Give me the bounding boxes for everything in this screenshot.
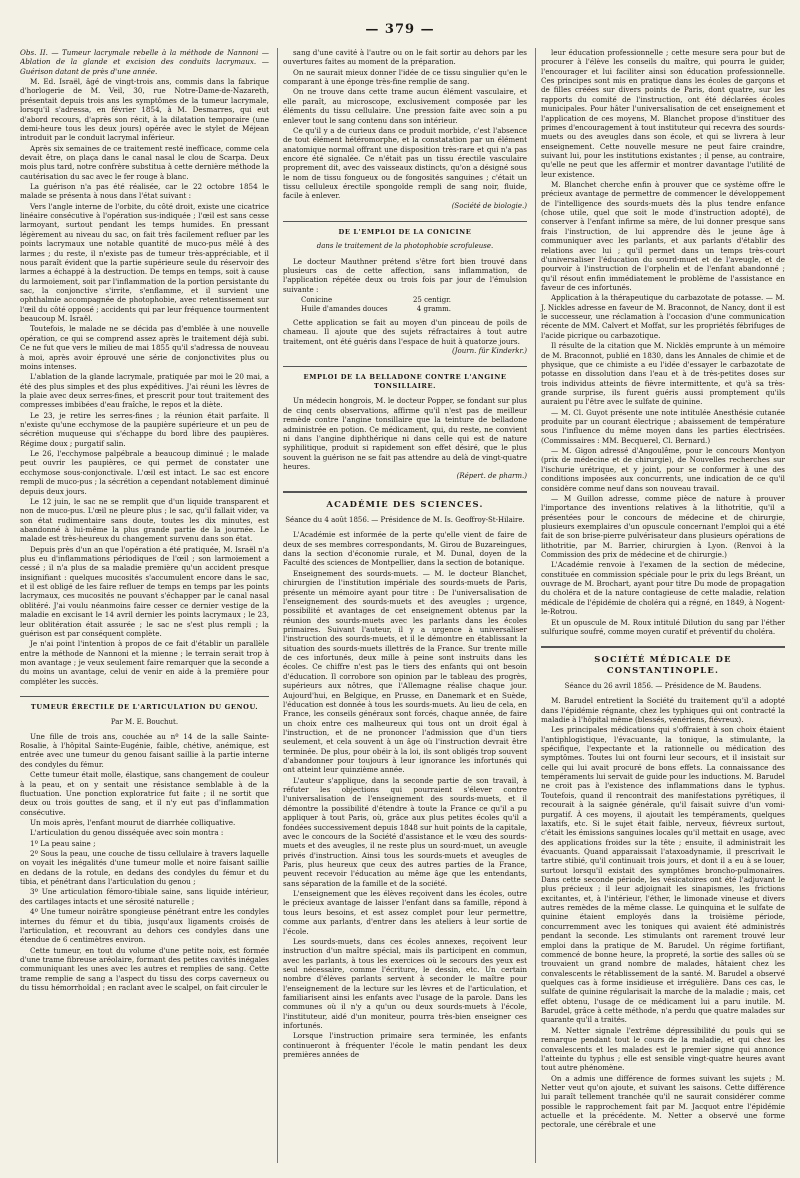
paragraph: La guérison n'a pas été réalisée, car le 22 octobre 1854 le malade se présenta à nous dans l'état suivant : bbox=[20, 182, 269, 201]
paragraph: L'Académie renvoie à l'examen de la section de médecine, constituée en commission spéciale pour le prix du legs Bréant, un ouvrage de M. Brochart, ayant pour titre Du mode de propagation du choléra et de la nature contagieuse de cette maladie, relation médicale de l'épidémie de choléra qui a régné, en 1849, à Nogent-le-Rotrou. bbox=[540, 560, 785, 617]
paragraph: sang d'une cavité à l'autre ou on le fait sortir au dehors par les ouvertures faites au moment de la préparation. bbox=[282, 48, 527, 67]
page-number: — 379 — bbox=[365, 22, 435, 37]
paragraph: Enseignement des sourds-muets. — M. le docteur Blanchet, chirurgien de l'institution impériale des sourds-muets de Paris, présente un mémoire ayant pour titre : De l'universalisation de l'enseignement des sourds-muets et des aveugles ; urgence, possibilité et avantages de cet enseignement obtenus par la réunion des sourds-muets avec les parlants dans les écoles primaires. Suivant l'auteur, il y a urgence à universaliser l'instruction des sourds-muets, et il le démontre en établissant la situation des sourds-muets illettrés de la France. Sur trente mille de ces infortunés, deux mille à peine sont instruits dans les écoles. Ce chiffre n'est pas le tiers des enfants qui ont besoin d'éducation. Il corrobore son opinion par le tableau des progrès, supérieurs aux nôtres, que l'Allemagne réalise chaque jour. Aujourd'hui, en Belgique, en Prusse, en Danemark et en Suède, l'éducation est donnée à tous les sourds-muets. Au lieu de cela, en France, les conseils généraux sont forcés, chaque année, de faire un choix entre ces malheureux qui tous ont un droit égal à l'instruction, et de ne prononcer l'admission que d'un tiers seulement, et cela souvent à un âge où l'instruction devrait être terminée. De plus, pour obéir à la loi, ils sont obligés trop souvent d'abandonner pour toujours à leur ignorance les infortunés qui ont atteint leur quinzième année. bbox=[282, 568, 527, 775]
columns bbox=[20, 48, 785, 1163]
paragraph: M. Blanchet cherche enfin à prouver que ce système offre le précieux avantage de permettre de commencer le développement de l'intelligence des sourds-muets dès la plus tendre enfance (chose utile, quel que soit le mode d'instruction adopté), de conserver à l'enfant infirme sa mère, de lui donner presque sans frais l'instruction, de lui apprendre dès le jeune âge à communiquer avec les parlants, et aux parlants d'établir des relations avec lui ; qu'il permet dans un temps très-court d'universaliser l'éducation du sourd-muet et de l'aveugle, et de pourvoir à l'instruction de l'orphelin et de l'enfant abandonné ; qu'il résout enfin immédiatement le problème de l'assistance en faveur de ces infortunés. bbox=[540, 180, 785, 292]
recipe-line: Huile d'amandes douces 4 gramm. bbox=[300, 305, 451, 314]
paragraph: Le 26, l'ecchymose palpébrale a beaucoup diminué ; le malade peut ouvrir les paupières, ce qui permet de constater une ecchymose sous-conjonctivale. L'œil est intact. Le sac est encore rempli de muco-pus ; la sécrétion a cependant notablement diminué depuis deux jours. bbox=[20, 449, 269, 496]
article-subtitle: dans le traitement de la photophobie scrofuleuse. bbox=[316, 242, 494, 251]
paragraph: On a admis une différence de formes suivant les sujets ; M. Netter veut qu'on ajoute, et suivant les saisons. Cette différence lui paraît tellement tranchée qu'il ne saurait considérer comme possible le rapprochement fait par M. Jacquot entre l'épidémie actuelle et la précédente. M. Netter a observé une forme pectorale, une cérébrale et une bbox=[540, 1073, 785, 1130]
article-title: EMPLOI DE LA BELLADONE CONTRE L'ANGINE TONSILLAIRE. bbox=[283, 366, 527, 390]
section-title: ACADÉMIE DES SCIENCES. bbox=[283, 491, 527, 510]
paragraph: M. Ed. Israël, âgé de vingt-trois ans, commis dans la fabrique d'horlogerie de M. Veil, 30, rue Notre-Dame-de-Nazareth, présentait depuis trois ans les symptômes de la tumeur lacrymale, lorsqu'il s'adressa, en février 1854, à M. Desmarres, qui eut d'abord recours, d'après son récit, à la dilatation temporaire (une demi-heure tous les deux jours) opérée avec le stylet de Méjean introduit par le conduit lacrymal inférieur. bbox=[20, 77, 269, 143]
paragraph: 1º La peau saine ; bbox=[30, 838, 96, 848]
article-author: Par M. E. Bouchut. bbox=[110, 717, 179, 726]
paragraph: Toutefois, le malade ne se décida pas d'emblée à une nouvelle opération, ce qui se comprend assez après le traitement déjà subi. Ce ne fut que vers le milieu de mai 1855 qu'il s'adressa de nouveau à moi, après avoir éprouvé une série de conjonctivites plus ou moins intenses. bbox=[20, 324, 269, 371]
paragraph: Le docteur Mauthner prétend s'être fort bien trouvé dans plusieurs cas de cette affection, sans inflammation, de l'application répétée deux ou trois fois par jour de l'émulsion suivante : bbox=[282, 256, 527, 294]
paragraph: 3º Une articulation fémoro-tibiale saine, sans liquide intérieur, des cartilages intacts et une sérosité naturelle ; bbox=[20, 887, 269, 906]
paragraph: — M Guillon adresse, comme pièce de nature à prouver l'importance des inventions relatives à la lithotritie, qu'il a présentées pour le concours de médecine et de chirurgie, plusieurs exemplaires d'un opuscule concernant l'emploi qui a été fait de son brise-pierre pulvérisateur dans plusieurs opérations de lithotritie, par M. Barrier, chirurgien à Lyon. (Renvoi à la Commission des prix de médecine et de chirurgie.) bbox=[540, 493, 785, 560]
paragraph: Cette tumeur était molle, élastique, sans changement de couleur à la peau, et on y sentait une résistance semblable à de la fluctuation. Une ponction exploratrice fut faite ; il ne sortit que deux ou trois gouttes de sang, et il n'y eut pas d'inflammation consécutive. bbox=[20, 770, 269, 817]
paragraph: M. Netter signale l'extrême dépressibilité du pouls qui se remarque pendant tout le cours de la maladie, et qui chez les convalescents et les malades est le premier signe qui annonce l'atteinte du typhus ; elle est sensible vingt-quatre heures avant tout autre phénomène. bbox=[540, 1025, 785, 1073]
paragraph: Application à la thérapeutique du carbazotate de potasse. — M. J. Nickles adresse en faveur de M. Braconnot, de Nancy, dont il est le successeur, une réclamation à l'occasion d'une communication récente de MM. Calvert et Moffat, sur les propriétés fébrifuges de l'acide picrique ou carbazotique. bbox=[540, 293, 785, 340]
paragraph: Les principales médications qui s'offraient à son choix étaient l'antiphlogistique, l'évacuante, la tonique, la stimulante, la spécifique, l'expectante et la rationnelle ou médication des symptômes. Toutes lui ont fourni leur secours, et il insistait sur celle qui lui avait procuré de bons effets. La connaissance des tempéraments lui servait de guide pour les inductions. M. Barudel ne croit pas à l'existence des inflammations dans le typhus. Toutefois, quand il rencontrait des manifestations pyrétiques, il recourait à la saignée générale, qu'il faisait suivre d'un vomi-purgatif. À ces moyens, il ajoutait les tempéraments, quelques laxatifs, etc. Si le sujet était faible, nerveux, fiévreux surtout, c'était les émissions sanguines locales qu'il mettait en usage, avec des applications froides sur la tête ; ensuite, il administrait les évacuants. Quand apparaissait l'ataxoadynamie, il prescrivait le tartre stibié, qu'il continuait trois jours, et dont il a eu à se louer, surtout lorsqu'il existait des symptômes broncho-pulmonaires. Dans cette seconde période, les vésicatoires ont été l'adjuvant le plus précieux ; il leur adjoignait les sinapismes, les frictions excitantes, et, à l'intérieur, l'éther, le limonade vineuse et divers autres remèdes de la même classe. Le quinquina et le sulfate de quinine étaient employés dans la troisième période, concurremment avec les toniques qui avaient été administrés pendant la seconde. Les stimulants ont rarement trouvé leur emploi dans la pratique de M. Barudel. Un régime fortifiant, commencé de bonne heure, la propreté, la sortie des salles où se trouvaient un grand nombre de malades, hâtaient chez les convalescents le rétablissement de la santé. M. Barudel a observé quelques cas à forme insidieuse et irrégulière. Dans ces cas, le sulfate de quinine régularisait la marche de la maladie ; mais, cet effet obtenu, l'usage de ce médicament lui a paru inutile. M. Barudel, grâce à cette méthode, n'a perdu que quatre malades sur quarante qu'il a traités. bbox=[540, 725, 785, 1025]
column-1 bbox=[20, 48, 269, 1163]
paragraph: leur éducation professionnelle ; cette mesure sera pour but de procurer à l'élève les conseils du maître, qui pourra le guider, l'encourager et lui faciliter ainsi son éducation professionnelle. Ces principes sont mis en pratique dans les écoles de garçons et de filles créées sur divers points de Paris, dont quatre, sur les rapports du comité de l'instruction, ont été déclarées écoles municipales. Pour hâter l'universalisation de cet enseignement et l'application de ces moyens, M. Blanchet propose d'instituer des primes d'encouragement à tout instituteur qui recevra des sourds-muets ou des aveugles dans son école, et qui se livrera à leur enseignement. Cette nouvelle mesure ne peut faire craindre, suivant lui, pour les institutions existantes ; il pense, au contraire, qu'elle ne peut que les affermir et montrer davantage l'utilité de leur existence. bbox=[540, 48, 785, 179]
paragraph: Le 12 juin, le sac ne se remplit que d'un liquide transparent et non de muco-pus. L'œil ne pleure plus ; le sac, qu'il fallait vider, va son état rudimentaire sans doute, toutes les dix minutes, est abandonné à lui-même la plus grande partie de la journée. Le malade est très-heureux du changement survenu dans son état. bbox=[20, 496, 269, 544]
article-title: TUMEUR ÉRECTILE DE L'ARTICULATION DU GENOU. bbox=[20, 696, 269, 712]
paragraph: On ne saurait mieux donner l'idée de ce tissu singulier qu'en le comparant à une éponge très-fine remplie de sang. bbox=[282, 67, 527, 87]
section-title: SOCIÉTÉ MÉDICALE DE CONSTANTINOPLE. bbox=[541, 646, 785, 676]
paragraph: Et un opuscule de M. Roux intitulé Dilution du sang par l'éther sulfurique soufré, comme moyen curatif et préventif du choléra. bbox=[540, 617, 785, 636]
paragraph: — M. Gigon adressé d'Angoulême, pour le concours Montyon (prix de médecine et de chirurgie), de Nouvelles recherches sur l'ischurie urétrique, et y joint, pour se conformer à une des conditions imposées aux concurrents, une indication de ce qu'il considère comme neuf dans son nouveau travail. bbox=[540, 446, 785, 493]
paragraph: Un mois après, l'enfant mourut de diarrhée colliquative. bbox=[30, 817, 236, 827]
recipe-line: Conicine 25 centigr. bbox=[300, 295, 451, 304]
paragraph: Les sourds-muets, dans ces écoles annexes, reçoivent leur instruction d'un maître spécial, mais ils participent en commun, avec les parlants, à tous les exercices où le secours des yeux est seul nécessaire, comme l'écriture, le dessin, etc. Un certain nombre d'élèves parlants servent à seconder le maître pour l'enseignement de la lecture sur les lèvres et de l'articulation, et familiarisent ainsi les enfants avec l'usage de la parole. Dans les communes où il n'y a qu'un ou deux sourds-muets à l'école, l'instituteur, aidé d'un moniteur, pourra très-bien enseigner ces infortunés. bbox=[282, 936, 527, 1031]
paragraph: L'Académie est informée de la perte qu'elle vient de faire de deux de ses membres correspondants, M. Girou de Buzareingues, dans la section d'économie rurale, et M. Dunal, doyen de la Faculté des sciences de Montpellier, dans la section de botanique. bbox=[282, 530, 527, 568]
column-3 bbox=[535, 48, 785, 1163]
paragraph: L'auteur s'applique, dans la seconde partie de son travail, à réfuter les objections qui pourraient s'élever contre l'universalisation de l'enseignement des sourds-muets, et il démontre la possibilité d'étendre à toute la France ce qu'il a pu appliquer à tout Paris, où, grâce aux plus petites écoles qu'il a fondées successivement depuis 1848 sur huit points de la capitale, avec le concours de la Société d'assistance et le vœu des sourds-muets et des aveugles, il ne reste plus un sourd-muet, un aveugle privés d'instruction. Ainsi tous les sourds-muets et aveugles de Paris, plus heureux que ceux des autres parties de la France, peuvent recevoir l'éducation au même âge que les entendants, sans séparation de la famille et de la société. bbox=[282, 775, 527, 888]
paragraph: L'articulation du genou disséquée avec soin montra : bbox=[30, 828, 224, 838]
paragraph: Un médecin hongrois, M. le docteur Popper, se fondant sur plus de cinq cents observations, affirme qu'il n'est pas de meilleur remède contre l'angine tonsillaire que la teinture de belladone administrée en potion. Ce médicament, qui, du reste, ne convient ni dans l'angine diphthérique ni dans celle qui est de nature syphilitique, produit si rapidement son effet désiré, que le plus souvent la guérison ne se fait pas attendre au delà de vingt-quatre heures. bbox=[282, 396, 527, 471]
source-citation: (Répert. de pharm.) bbox=[456, 472, 527, 481]
paragraph: L'ablation de la glande lacrymale, pratiquée par moi le 20 mai, a été des plus simples et des plus expéditives. J'ai réuni les lèvres de la plaie avec deux serres-fines, et prescrit pour tout traitement des compresses imbibées d'eau fraîche, le repos et la diète. bbox=[20, 372, 269, 410]
paragraph: 4º Une tumeur noirâtre spongieuse pénétrant entre les condyles internes du fémur et du tibia, jusqu'aux ligaments croisés de l'articulation, et recouvrant au dehors ces condyles dans une étendue de 6 centimètres environ. bbox=[20, 907, 269, 945]
paragraph: L'enseignement que les élèves reçoivent dans les écoles, outre le précieux avantage de laisser l'enfant dans sa famille, répond à tous leurs besoins, et est assez complet pour leur permettre, comme aux parlants, d'entrer dans les ateliers à leur sortie de l'école. bbox=[282, 889, 527, 936]
article-title: DE L'EMPLOI DE LA CONICINE bbox=[283, 221, 527, 237]
column-2 bbox=[277, 48, 527, 1163]
paragraph: Vers l'angle interne de l'orbite, du côté droit, existe une cicatrice linéaire consécutive à l'opération sus-indiquée ; l'œil est sans cesse larmoyant, surtout pendant les temps humides. En pressant légèrement au niveau du sac, on fait très facilement refluer par les points lacrymaux une notable quantité de muco-pus mêlé à des larmes ; du reste, il n'existe pas de tumeur très-appréciable, et il nous paraît évident que la partie supérieure seule du réservoir des larmes a échappé à la destruction. De temps en temps, soit à cause du larmoiement, soit par l'inflammation de la portion persistante du sac, la conjonctive s'irrite, s'enflamme, et il survient une ophthalmie accompagnée de photophobie, avec retentissement sur l'œil du côté opposé ; accidents qui par leur fréquence tourmentent beaucoup M. Israël. bbox=[20, 201, 269, 324]
paragraph: Après six semaines de ce traitement resté inefficace, comme cela devait être, on plaça dans le canal nasal le clou de Scarpa. Deux mois plus tard, notre confrère substitua à cette dernière méthode la cautérisation du sac avec le fer rouge à blanc. bbox=[20, 143, 269, 181]
paragraph: Lorsque l'instruction primaire sera terminée, les enfants continueront à fréquenter l'école le matin pendant les deux premières années de bbox=[282, 1031, 527, 1060]
observation-heading: Obs. II. — Tumeur lacrymale rebelle à la méthode de Nannoni — Ablation de la glande et excision des conduits lacrymaux. — Guérison datant de près d'une année. bbox=[20, 48, 269, 76]
paragraph: Il résulte de la citation que M. Nicklès emprunte à un mémoire de M. Braconnot, publié en 1830, dans les Annales de chimie et de physique, que ce chimiste a eu l'idée d'essayer le carbazotate de potasse en dissolution dans l'eau et à de très-petites doses sur trois individus atteints de fièvre intermittente, et qu'à sa très-grande surprise, ils furent guéris aussi promptement qu'ils auraient pu l'être avec le sulfate de quinine. bbox=[540, 341, 785, 407]
source-citation: (Journ. für Kinderkr.) bbox=[452, 347, 527, 356]
paragraph: Ce qu'il y a de curieux dans ce produit morbide, c'est l'absence de tout élément hétéromorphe, et la constatation par un élément anatomique normal offrant une disposition très-rare et qui n'a pas encore été signalée. Ce n'était pas un tissu érectile vasculaire proprement dit, avec des vaisseaux distincts, qu'on a désigné sous le nom de tissu fongueux ou de fongosités sanguines ; c'était un tissu celluleux érectile spongoïde rempli de sang noir, fluide, facile à enlever. bbox=[282, 125, 527, 201]
paragraph: 2º Sous la peau, une couche de tissu cellulaire à travers laquelle on voyait les inégalités d'une tumeur molle et noire faisant saillie en dedans de la rotule, en dedans des condyles du fémur et du tibia, et pénétrant dans l'articulation du genou ; bbox=[20, 849, 269, 887]
paragraph: Cette application se fait au moyen d'un pinceau de poils de chameau. Il ajoute que des sujets réfractaires à tout autre traitement, ont été guéris dans l'espace de huit à quatorze jours. bbox=[282, 318, 527, 346]
session-line: Séance du 26 avril 1856. — Présidence de M. Baudens. bbox=[564, 682, 762, 691]
session-line: Séance du 4 août 1856. — Présidence de M. Is. Geoffroy-St-Hilaire. bbox=[285, 516, 525, 525]
paragraph: Une fille de trois ans, couchée au nº 14 de la salle Sainte-Rosalie, à l'hôpital Sainte-Eugénie, faible, chétive, anémique, est entrée avec une tumeur du genou faisant saillie à la partie interne des condyles du fémur. bbox=[20, 731, 269, 769]
recipe bbox=[301, 296, 527, 314]
paragraph: Le 23, je retire les serres-fines ; la réunion était parfaite. Il n'existe qu'une ecchymose de la paupière supérieure et un peu de sécrétion muqueuse qui s'échappe du bord libre des paupières. Régime doux ; purgatif salin. bbox=[20, 410, 269, 448]
paragraph: On ne trouve dans cette trame aucun élément vasculaire, et elle paraît, au microscope, exclusivement composée par les éléments du tissu cellulaire. Une pression faite avec soin a pu enlever tout le sang contenu dans son intérieur. bbox=[282, 87, 527, 125]
paragraph: M. Barudel entretient la Société du traitement qu'il a adopté dans l'épidémie régnante, chez les typhiques qui ont contracté la maladie à l'hôpital même (blessés, vénériens, fiévreux). bbox=[540, 696, 785, 724]
paragraph: Depuis près d'un an que l'opération a été pratiquée, M. Israël n'a plus eu d'inflammations périodiques de l'œil ; son larmoiement a cessé ; il n'a plus de sa maladie première qu'un accident presque insignifiant : quelques mucosités s'accumulent encore dans le sac, et il est obligé de les faire refluer de temps en temps par les points lacrymaux, ces mucosités ne pouvant s'échapper par le canal nasal oblitéré. J'ai voulu néanmoins faire cesser ce dernier vestige de la maladie en excisant le 14 avril dernier les points lacrymaux ; le 23, leur oblitération était assurée ; le sac ne s'est plus rempli ; la guérison est par conséquent complète. bbox=[20, 544, 269, 638]
source-citation: (Société de biologie.) bbox=[451, 201, 527, 210]
paragraph: Je n'ai point l'intention à propos de ce fait d'établir un parallèle entre la méthode de Nannoni et la mienne ; le terrain serait trop à mon avantage ; je veux seulement faire remarquer que la seconde a du moins un avantage, celui de venir en aide à la première pour compléter les succès. bbox=[20, 639, 269, 686]
paragraph: Cette tumeur, en tout du volume d'une petite noix, est formée d'une trame fibreuse aréolaire, formant des petites cavités inégales communiquant les unes avec les autres et remplies de sang. Cette trame remplie de sang a l'aspect du tissu des corps caverneux ou du tissu hémorrhoïdal ; en raclant avec le scalpel, on fait circuler le bbox=[20, 945, 269, 993]
paragraph: — M. Cl. Guyot présente une note intitulée Anesthésie cutanée produite par un courant électrique ; abaissement de température sous l'influence du même moyen dans les parties électrisées. (Commissaires : MM. Becquerel, Cl. Bernard.) bbox=[540, 407, 785, 445]
